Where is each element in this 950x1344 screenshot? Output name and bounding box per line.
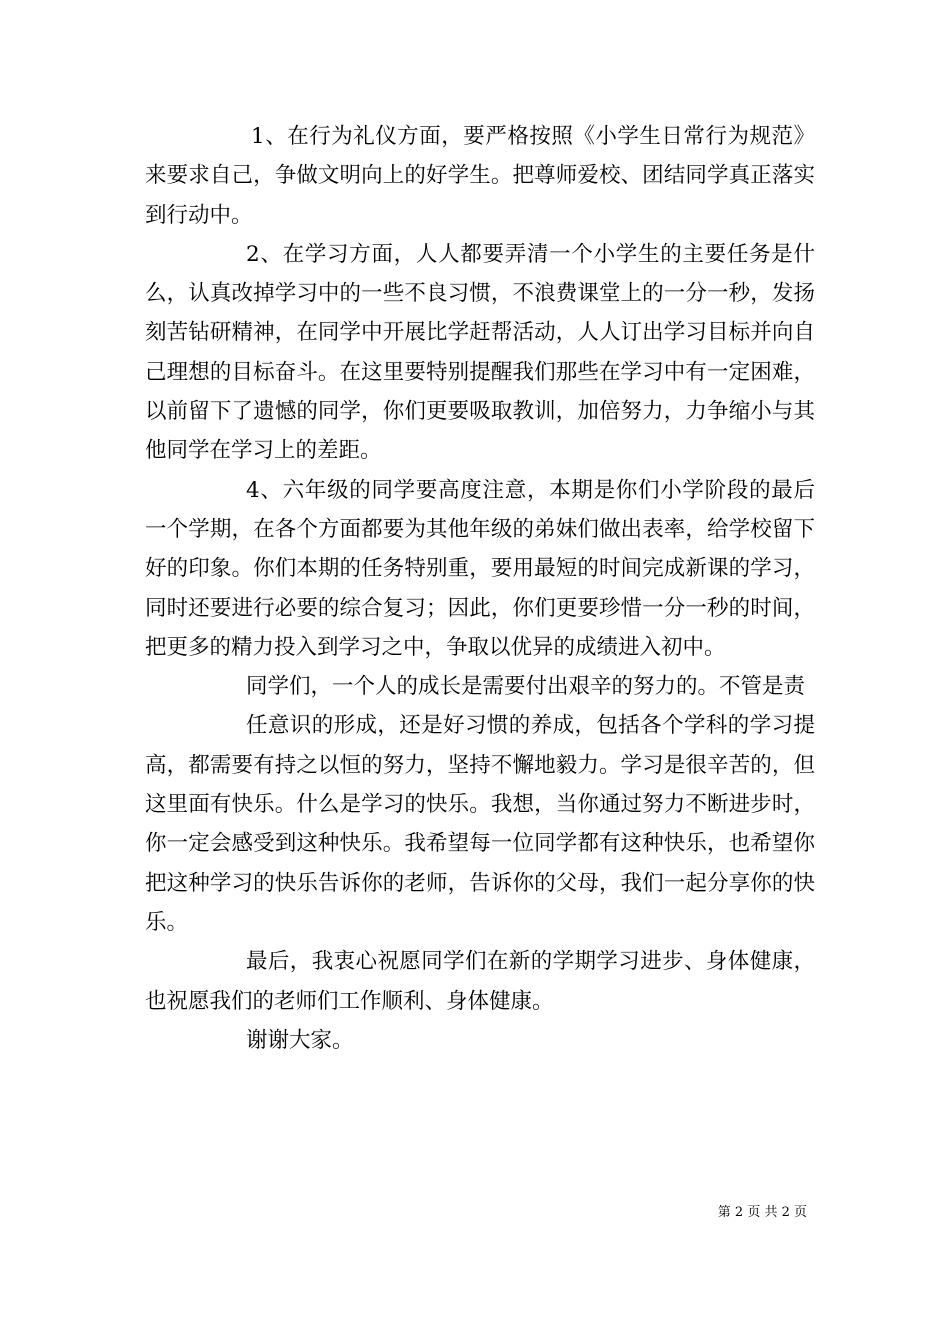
paragraph-thanks: 谢谢大家。 — [246, 1027, 354, 1053]
document-body — [145, 117, 815, 1060]
paragraph-etiquette: 1、在行为礼仪方面，要严格按照《小学生日常行为规范》来要求自己，争做文明向上的好学生。把尊师爱校、团结同学真正落实到行动中。 — [145, 124, 815, 228]
page-number-footer: 第 2 页 共 2 页 — [717, 1205, 807, 1220]
paragraph-study: 2、在学习方面，人人都要弄清一个小学生的主要任务是什么，认真改掉学习中的一些不良习惯，不浪费课堂上的一分一秒，发扬刻苦钻研精神，在同学中开展比学赶帮活动，人人订出学习目标并向自己理想的目标奋斗。在这里要特别提醒我们那些在学习中有一定困难，以前留下了遗憾的同学，你们更要吸取教训，加倍努力，力争缩小与其他同学在学习上的差距。 — [145, 241, 815, 464]
paragraph-wishes: 最后，我衷心祝愿同学们在新的学期学习进步、身体健康，也祝愿我们的老师们工作顺利、身体健康。 — [145, 949, 815, 1014]
paragraph-grade-six: 4、六年级的同学要高度注意，本期是你们小学阶段的最后一个学期，在各个方面都要为其他年级的弟妹们做出表率，给学校留下好的印象。你们本期的任务特别重，要用最短的时间完成新课的学习，同时还要进行必要的综合复习；因此，你们更要珍惜一分一秒的时间，把更多的精力投入到学习之中，争取以优异的成绩进入初中。 — [145, 477, 815, 660]
paragraph-growth-body: 任意识的形成，还是好习惯的养成，包括各个学科的学习提高，都需要有持之以恒的努力，坚持不懈地毅力。学习是很辛苦的，但这里面有快乐。什么是学习的快乐。我想，当你通过努力不断进步时，你一定会感受到这种快乐。我希望每一位同学都有这种快乐，也希望你把这种学习的快乐告诉你的老师，告诉你的父母，我们一起分享你的快乐。 — [145, 713, 815, 935]
paragraph-growth-intro: 同学们，一个人的成长是需要付出艰辛的努力的。不管是责 — [246, 674, 806, 700]
